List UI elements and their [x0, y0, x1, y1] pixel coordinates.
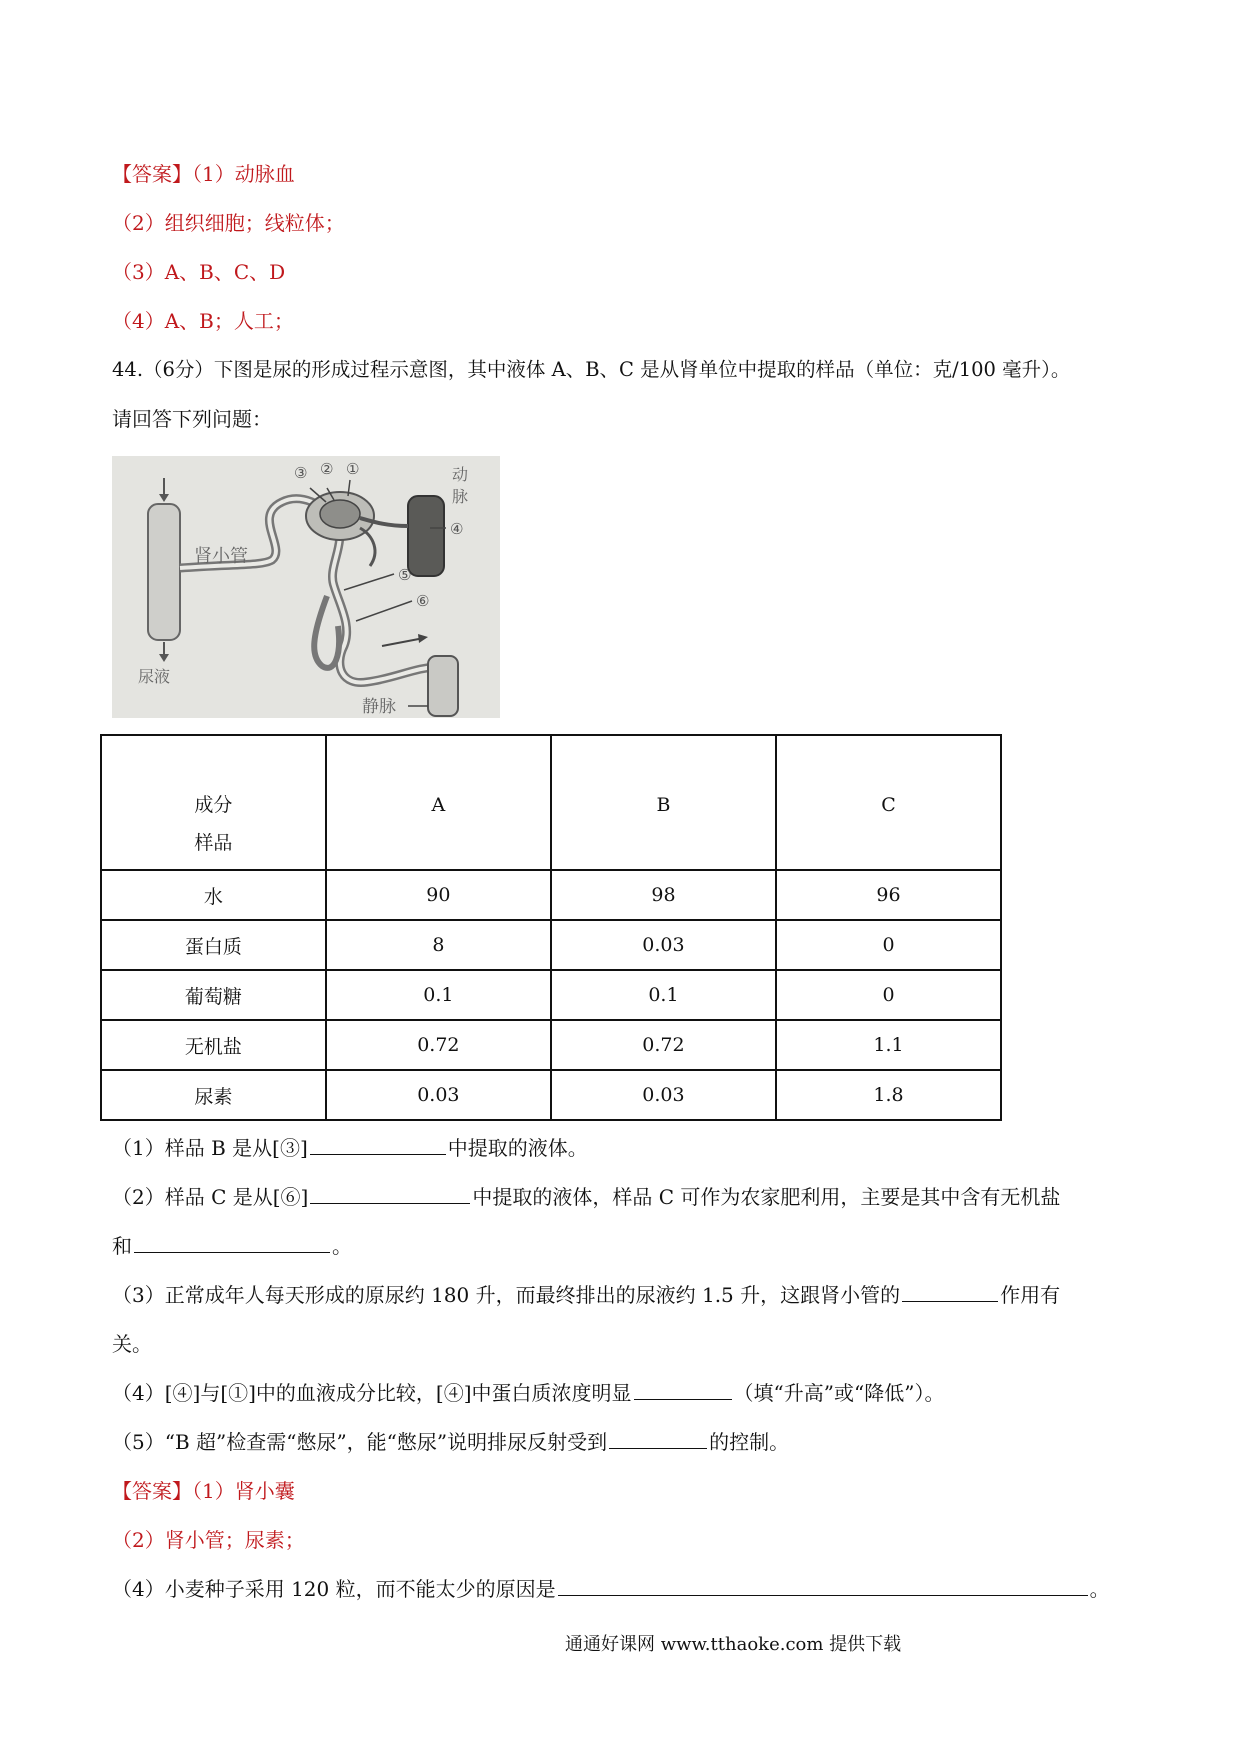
question-2-text-4: 。 — [332, 1234, 352, 1258]
fig-label-tubule: 肾小管 — [194, 546, 248, 567]
table-row — [101, 970, 1001, 1020]
header-sample: 样品 — [194, 831, 233, 854]
table-cell: 0.72 — [551, 1020, 776, 1070]
row-label: 无机盐 — [101, 1020, 326, 1070]
question-3-text-2: 作用有 — [1000, 1283, 1061, 1307]
answer-line-3: （3）A、B、C、D — [112, 260, 286, 284]
table-cell: 0.03 — [326, 1070, 551, 1120]
question-3 — [112, 1281, 1060, 1309]
fig-label-4: ④ — [450, 520, 464, 538]
fig-label-urine: 尿液 — [138, 667, 171, 686]
table-cell: 90 — [326, 870, 551, 920]
table-header-corner — [101, 735, 326, 870]
question-1 — [112, 1134, 588, 1162]
table-cell: 0.72 — [326, 1020, 551, 1070]
table-header-c: C — [776, 735, 1001, 870]
table-cell: 0.1 — [326, 970, 551, 1020]
question-1-text: （1）样品 B 是从[③] — [112, 1136, 308, 1160]
fig-label-2: ② — [320, 460, 334, 478]
row-label: 葡萄糖 — [101, 970, 326, 1020]
question-3-continued: 关。 — [112, 1332, 152, 1356]
question-5 — [112, 1428, 789, 1456]
table-header-b: B — [551, 735, 776, 870]
answer-text: （1）动脉血 — [192, 162, 295, 186]
question-1-text-2: 中提取的液体。 — [447, 1136, 588, 1160]
question-2-text: （2）样品 C 是从[⑥] — [112, 1185, 309, 1209]
question-2-text-2: 中提取的液体，样品 C 可作为农家肥利用，主要是其中含有无机盐 — [472, 1185, 1061, 1209]
answer-label: 【答案】 — [112, 1479, 192, 1503]
row-label: 尿素 — [101, 1070, 326, 1120]
table-cell: 1.1 — [776, 1020, 1001, 1070]
table-row — [101, 1020, 1001, 1070]
answer-label: 【答案】 — [112, 162, 192, 186]
table-cell: 0.03 — [551, 920, 776, 970]
answer-blank — [902, 1281, 998, 1302]
answer-text: （1）肾小囊 — [192, 1479, 295, 1503]
fig-label-3: ③ — [294, 464, 308, 482]
table-header-a: A — [326, 735, 551, 870]
fig-label-5: ⑤ — [398, 566, 412, 584]
answer-line-1 — [112, 160, 295, 188]
trailing-question — [112, 1575, 1110, 1603]
answer-blank — [134, 1232, 330, 1253]
question-5-text-2: 的控制。 — [709, 1430, 790, 1454]
trailing-text-2: 。 — [1089, 1577, 1110, 1601]
question-stem-2: 请回答下列问题： — [112, 407, 272, 431]
fig-label-1: ① — [346, 460, 360, 478]
answer-blank — [558, 1575, 1088, 1596]
question-4-text-2: （填“升高”或“降低”）。 — [733, 1381, 945, 1405]
answer-blank — [634, 1379, 732, 1400]
table-row — [101, 1070, 1001, 1120]
row-label: 水 — [101, 870, 326, 920]
question-stem: 44.（6分）下图是尿的形成过程示意图，其中液体 A、B、C 是从肾单位中提取的样品（单位：克/100 毫升）。 — [112, 358, 1071, 381]
fig-label-6: ⑥ — [416, 592, 430, 610]
answer-line-2: （2）组织细胞；线粒体； — [112, 211, 345, 235]
table-cell: 0.03 — [551, 1070, 776, 1120]
answer44-line-2: （2）肾小管；尿素； — [112, 1528, 305, 1552]
table-cell: 1.8 — [776, 1070, 1001, 1120]
question-2 — [112, 1183, 1060, 1211]
table-cell: 0 — [776, 970, 1001, 1020]
table-row — [101, 920, 1001, 970]
header-component: 成分 — [194, 793, 233, 816]
table-cell: 0 — [776, 920, 1001, 970]
question-4 — [112, 1379, 944, 1407]
urine-formation-diagram — [112, 456, 500, 718]
table-cell: 8 — [326, 920, 551, 970]
table-row — [101, 870, 1001, 920]
answer44-line-1 — [112, 1477, 295, 1505]
answer-blank — [310, 1183, 470, 1204]
footer-source: 通通好课网 www.tthaoke.com 提供下载 — [565, 1634, 902, 1655]
fig-label-artery-2: 脉 — [452, 487, 469, 506]
question-3-text: （3）正常成年人每天形成的原尿约 180 升，而最终排出的尿液约 1.5 升，这跟肾小管的 — [112, 1283, 901, 1307]
table-cell: 0.1 — [551, 970, 776, 1020]
question-2-text-3: 和 — [112, 1234, 132, 1258]
question-4-text: （4）[④]与[①]中的血液成分比较，[④]中蛋白质浓度明显 — [112, 1381, 632, 1405]
table-header-row — [101, 735, 1001, 870]
question-5-text: （5）“B 超”检查需“憋尿”，能“憋尿”说明排尿反射受到 — [112, 1430, 608, 1454]
answer-blank — [310, 1134, 446, 1155]
fig-label-artery-1: 动 — [452, 465, 469, 484]
answer-line-4: （4）A、B；人工； — [112, 309, 294, 333]
trailing-text: （4）小麦种子采用 120 粒，而不能太少的原因是 — [112, 1577, 556, 1601]
table-cell: 96 — [776, 870, 1001, 920]
table-cell: 98 — [551, 870, 776, 920]
answer-blank — [609, 1428, 707, 1449]
sample-composition-table — [100, 734, 1002, 1121]
question-2-continued — [112, 1232, 352, 1260]
fig-label-vein: 静脉 — [362, 697, 396, 717]
row-label: 蛋白质 — [101, 920, 326, 970]
